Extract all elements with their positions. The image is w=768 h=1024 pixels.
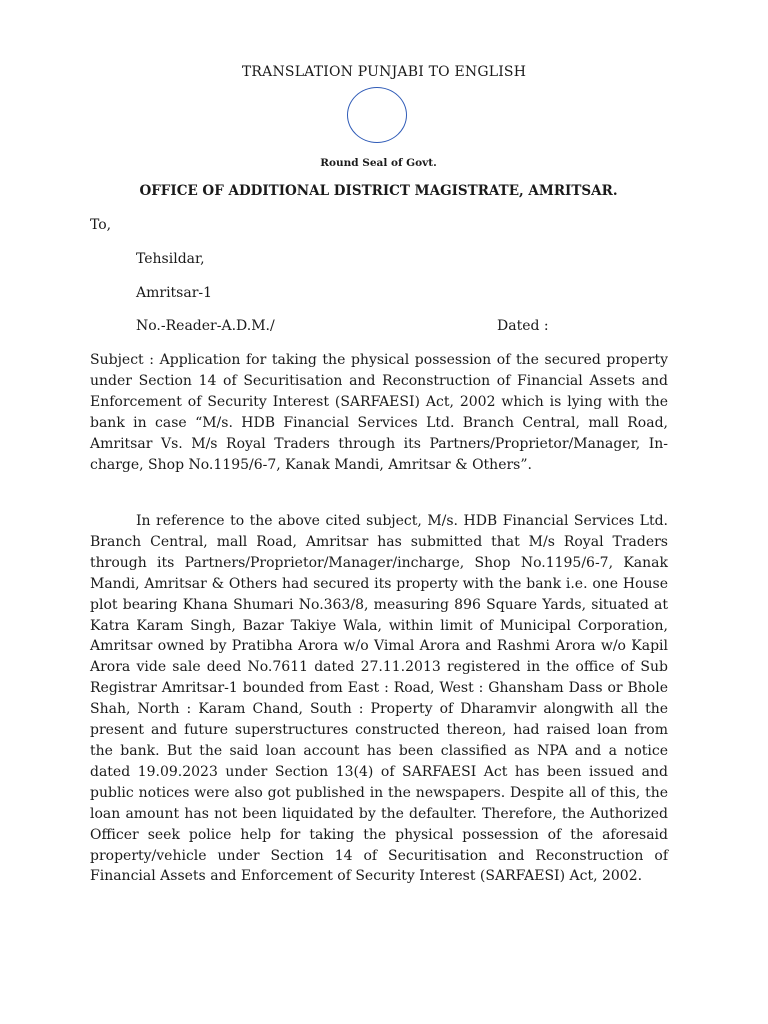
translation-heading: TRANSLATION PUNJABI TO ENGLISH	[241, 64, 527, 80]
salutation: To,	[90, 217, 112, 233]
office-title: OFFICE OF ADDITIONAL DISTRICT MAGISTRATE, AMRITSAR.	[139, 183, 618, 199]
subject-paragraph: Subject : Application for taking the physical possession of the secured property under Section 14 of Securitisation and Reconstruction of Financial Assets and Enforcement of Security Interest (SARFAESI) Act, 2002 which is lying with the bank in case “M/s. HDB Financial Services Ltd. Branch Central, mall Road, Amritsar Vs. M/s Royal Traders through its Partners/Proprietor/Manager, In-charge, Shop No.1195/6-7, Kanak Mandi, Amritsar & Others”.	[90, 352, 668, 473]
round-seal-outline	[347, 87, 407, 143]
addressee: Tehsildar,	[136, 251, 205, 267]
body-paragraph: In reference to the above cited subject, M/s. HDB Financial Services Ltd. Branch Central, mall Road, Amritsar has submitted that M/s Royal Traders through its Partners/Proprietor/Manager/incharge, Shop No.1195/6-7, Kanak Mandi, Amritsar & Others had secured its property with the bank i.e. one House plot bearing Khana Shumari No.363/8, measuring 896 Square Yards, situated at Katra Karam Singh, Bazar Takiye Wala, within limit of Municipal Corporation, Amritsar owned by Pratibha Arora w/o Vimal Arora and Rashmi Arora w/o Kapil Arora vide sale deed No.7611 dated 27.11.2013 registered in the office of Sub Registrar Amritsar-1 bounded from East : Road, West : Ghansham Dass or Bhole Shah, North : Karam Chand, South : Property of Dharamvir alongwith all the present and future superstructures constructed thereon, had raised loan from the bank. But the said loan account has been classified as NPA and a notice dated 19.09.2023 under Section 13(4) of SARFAESI Act has been issued and public notices were also got published in the newspapers. Despite all of this, the loan amount has not been liquidated by the defaulter. Therefore, the Authorized Officer seek police help for taking the physical possession of the aforesaid property/vehicle under Section 14 of Securitisation and Reconstruction of Financial Assets and Enforcement of Security Interest (SARFAESI) Act, 2002.	[90, 513, 668, 885]
seal-caption: Round Seal of Govt.	[320, 157, 437, 169]
reference-number: No.-Reader-A.D.M./	[136, 318, 275, 334]
addressee-place: Amritsar-1	[136, 285, 213, 301]
dated-label: Dated :	[497, 318, 549, 334]
